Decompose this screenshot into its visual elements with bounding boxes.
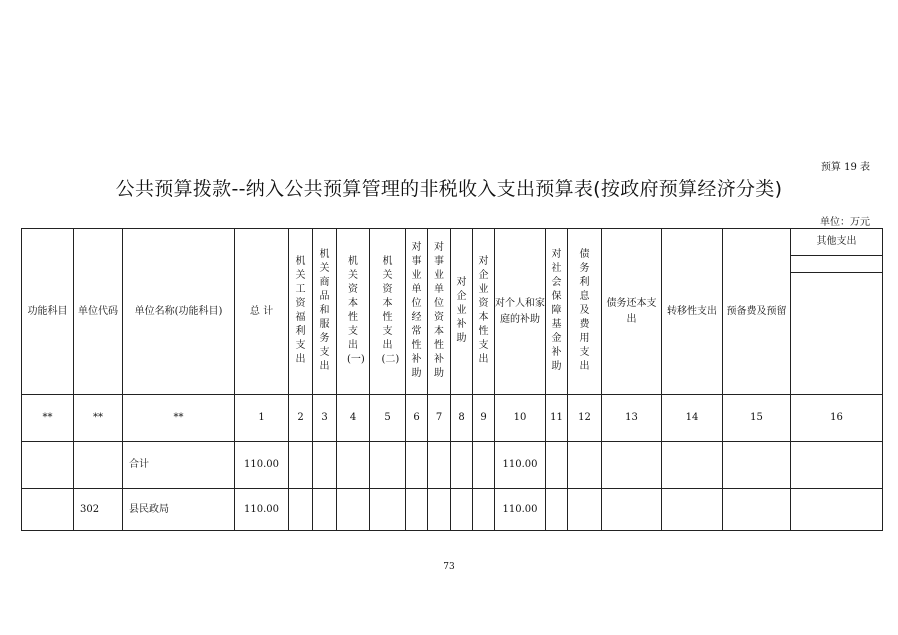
header-wages: 机关工资福利支出 (289, 229, 313, 395)
table-row: 合计 110.00 110.00 (22, 442, 883, 489)
header-capital-2: 机关资本性支出(二) (370, 229, 406, 395)
header-goods-services: 机关商品和服务支出 (313, 229, 337, 395)
header-capital-1: 机关资本性支出(一) (337, 229, 370, 395)
table-row: 302 县民政局 110.00 110.00 (22, 489, 883, 531)
index-row: ** ** ** 1 2 3 4 5 6 7 8 9 10 11 12 13 14 15 16 (22, 395, 883, 442)
header-social-security: 对社会保障基金补助 (546, 229, 568, 395)
budget-table (21, 228, 883, 531)
header-other-sub-1 (791, 256, 883, 273)
header-enterprise-subsidy: 对企业补助 (451, 229, 473, 395)
unit-label: 单位：万元 (820, 217, 870, 228)
header-total: 总 计 (235, 229, 289, 395)
header-debt-principal: 债务还本支出 (602, 229, 662, 395)
header-function-subject: 功能科目 (22, 229, 74, 395)
page-number: 73 (443, 562, 455, 572)
header-other: 其他支出 (791, 229, 883, 256)
header-unit-code: 单位代码 (74, 229, 123, 395)
header-institution-capital: 对事业单位资本性补助 (428, 229, 451, 395)
header-institution-regular: 对事业单位经常性补助 (406, 229, 428, 395)
header-debt-interest: 债务利息及费用支出 (568, 229, 602, 395)
header-other-sub-2 (791, 273, 883, 395)
table-code: 预算 19 表 (820, 162, 870, 173)
header-reserve: 预备费及预留 (723, 229, 791, 395)
header-transfer: 转移性支出 (662, 229, 723, 395)
page-title: 公共预算拨款--纳入公共预算管理的非税收入支出预算表(按政府预算经济分类) (115, 178, 783, 200)
header-unit-name: 单位名称(功能科目) (123, 229, 235, 395)
header-enterprise-capital: 对企业资本性支出 (473, 229, 495, 395)
header-personal-subsidy: 对个人和家庭的补助 (495, 229, 546, 395)
